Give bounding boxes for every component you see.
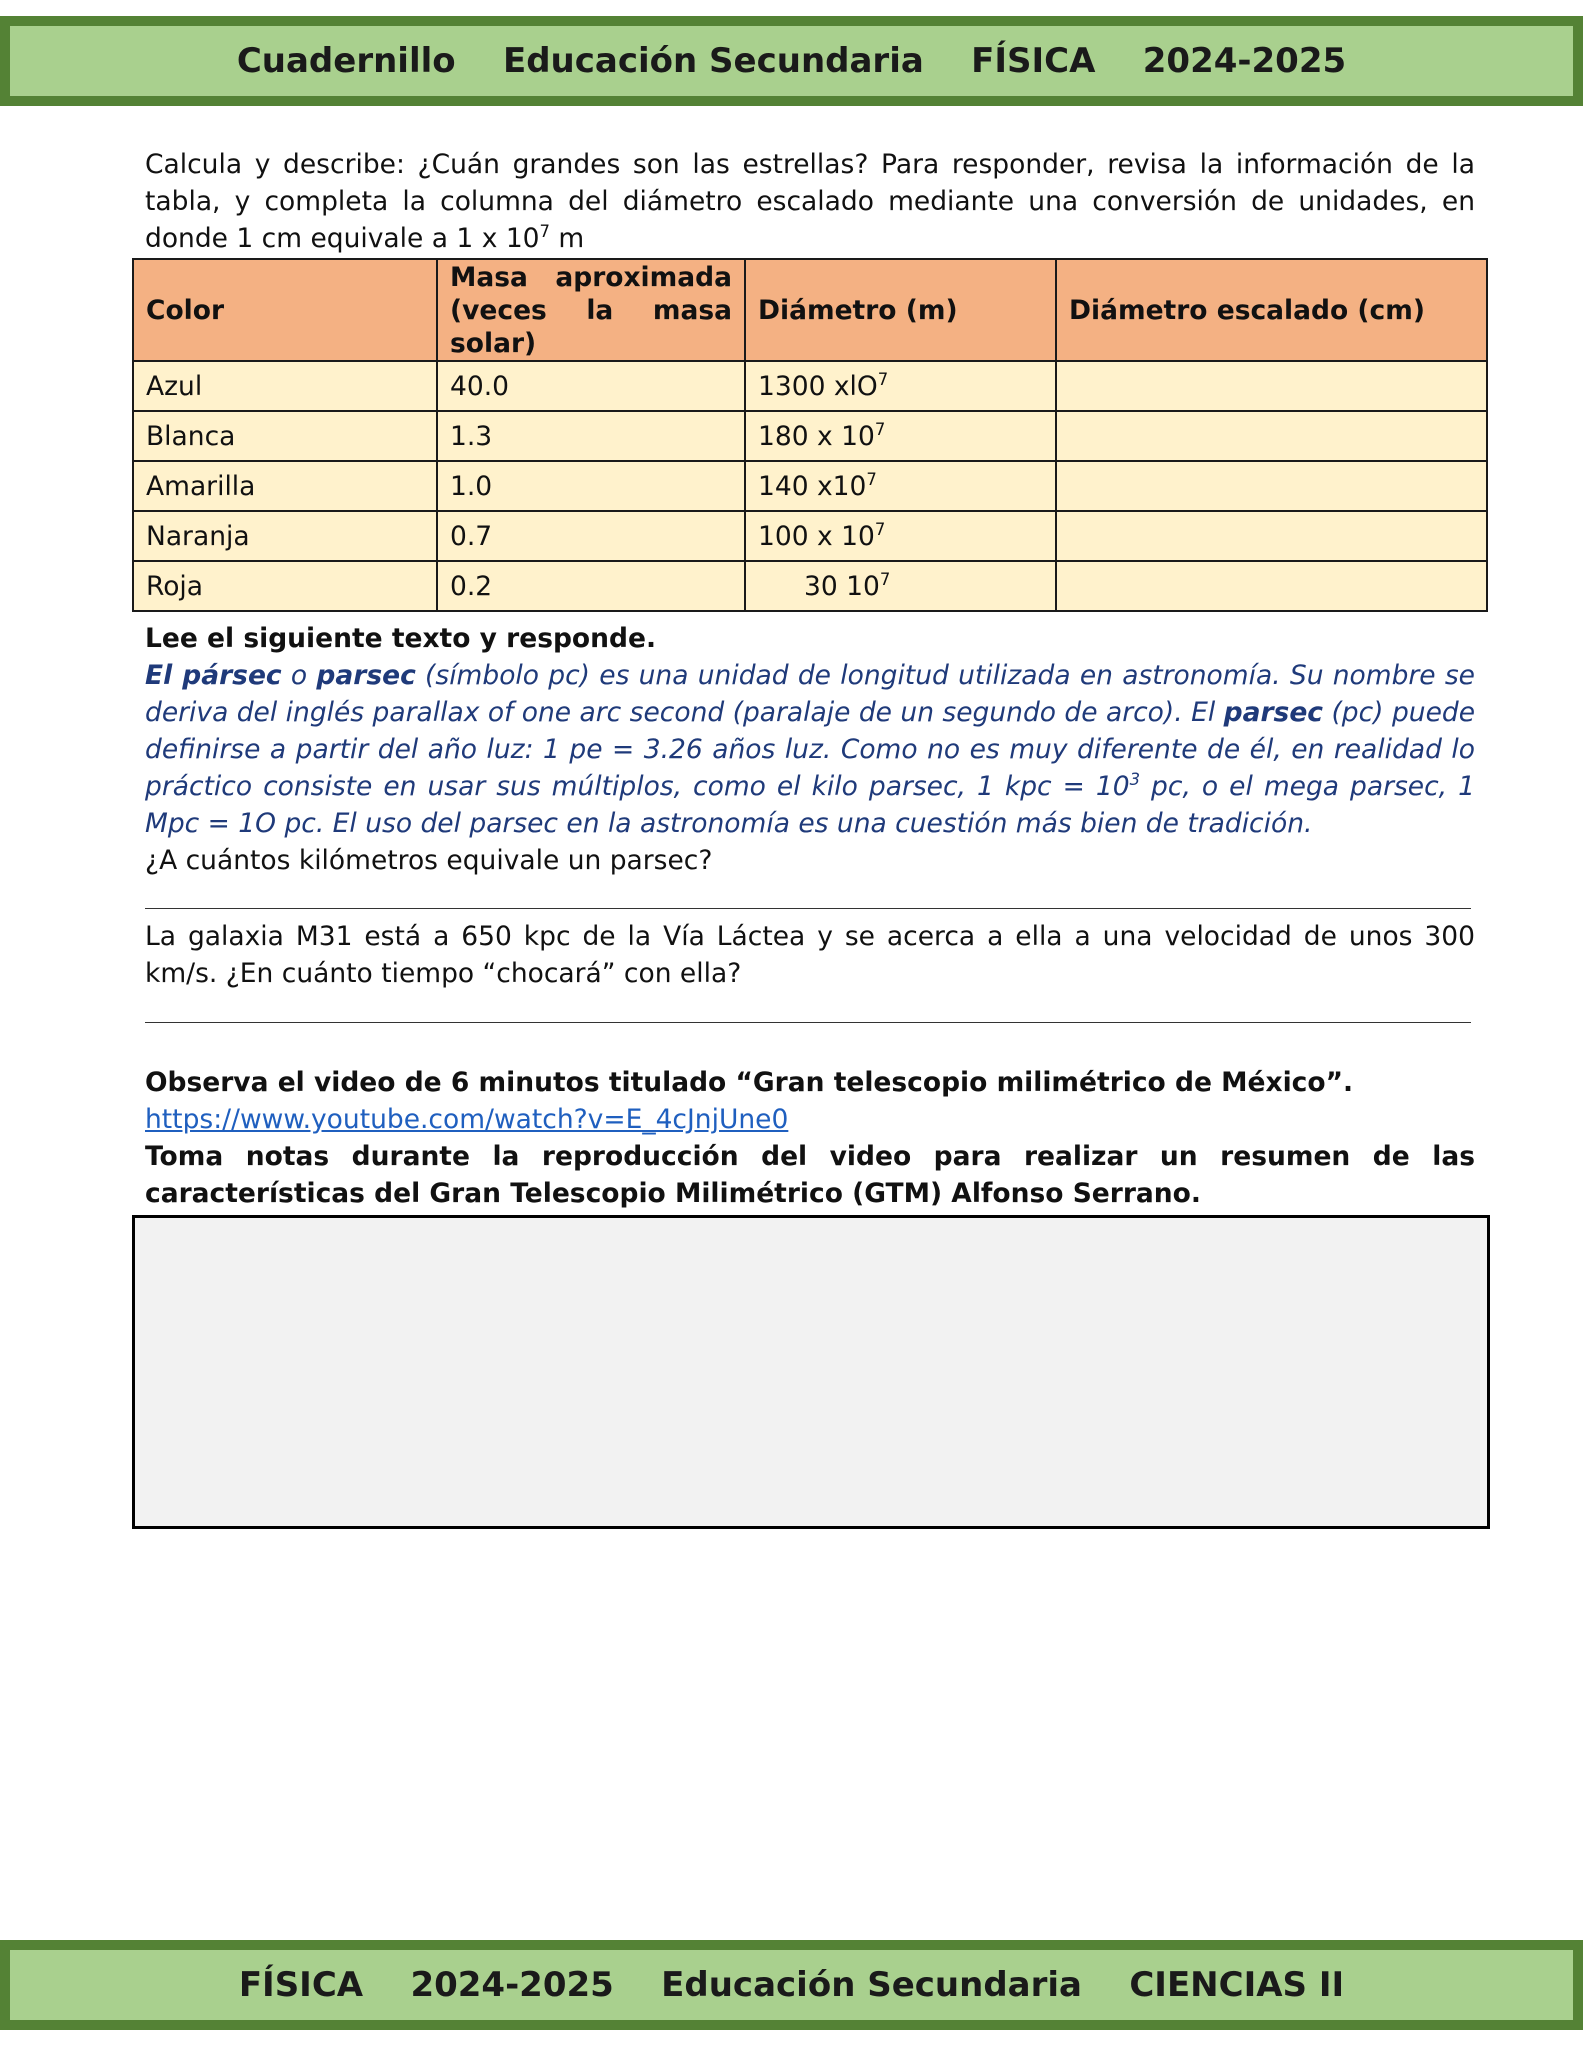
cell-scaled-input[interactable]	[1056, 411, 1487, 461]
cell-mass: 0.2	[437, 561, 745, 611]
cell-color: Naranja	[133, 511, 437, 561]
header-mass-line3: solar)	[450, 327, 537, 359]
question-2-block	[145, 918, 1475, 992]
cell-scaled-input[interactable]	[1056, 561, 1487, 611]
answer-line-2[interactable]	[145, 1022, 1471, 1023]
cell-diameter: 100 x $10^7$	[745, 511, 1056, 561]
cell-diameter: 140 $x10^7$	[745, 461, 1056, 511]
cell-mass: 40.0	[437, 361, 745, 411]
parsec-text: El pársec o parsec (símbolo pc) es una unidad de longitud utilizada en astronomía. Su nombre se deriva del inglés parallax of one arc second (paralaje de un segundo de arco). El parsec (pc) puede definirse a partir del año luz: 1 pe = 3.26 años luz. Como no es muy diferente de él, en realidad lo práctico consiste en usar sus múltiplos, como el kilo parsec, 1 kpc = $10^3$ pc, o el mega parsec, 1 Mpc = 1O pc. El uso del parsec en la astronomía es una cuestión más bien de tradición.	[145, 660, 1475, 839]
cell-diameter: 1300 xlO$^7$	[745, 361, 1056, 411]
intro-paragraph	[145, 146, 1475, 257]
cell-mass: 1.0	[437, 461, 745, 511]
intro-text: Calcula y describe: ¿Cuán grandes son las estrellas? Para responder, revisa la información de la tabla, y completa la columna del diámetro escalado mediante una conversión de unidades, en donde 1 cm equivale a 1 x 10	[145, 149, 1475, 254]
table-row	[133, 361, 1487, 411]
header-title: Cuadernillo Educación Secundaria FÍSICA 2024-2025	[236, 41, 1347, 81]
header-mass-line1: Masa aproximada	[450, 261, 732, 293]
video-section	[145, 1064, 1475, 1212]
reading-section	[145, 620, 1475, 879]
footer-banner	[0, 1940, 1583, 2030]
video-link[interactable]: https://www.youtube.com/watch?v=E_4cJnjUne0	[145, 1104, 789, 1135]
header-scaled: Diámetro escalado (cm)	[1056, 259, 1487, 361]
notes-box[interactable]	[132, 1215, 1490, 1529]
table-row	[133, 511, 1487, 561]
question-1: ¿A cuántos kilómetros equivale un parsec?	[145, 845, 713, 876]
video-instruction: Observa el video de 6 minutos titulado “Gran telescopio milimétrico de México”.	[145, 1067, 1354, 1098]
stars-table	[132, 258, 1488, 612]
header-mass	[437, 259, 745, 361]
reading-heading: Lee el siguiente texto y responde.	[145, 623, 657, 654]
cell-scaled-input[interactable]	[1056, 361, 1487, 411]
cell-color: Azul	[133, 361, 437, 411]
header-diameter: Diámetro (m)	[745, 259, 1056, 361]
intro-exponent: 7	[539, 222, 550, 242]
cell-diameter: 30 $10^7$	[745, 561, 1056, 611]
cell-mass: 0.7	[437, 511, 745, 561]
table-row	[133, 411, 1487, 461]
header-banner	[0, 16, 1583, 106]
cell-color: Roja	[133, 561, 437, 611]
video-notes-instruction: Toma notas durante la reproducción del video para realizar un resumen de las características del Gran Telescopio Milimétrico (GTM) Alfonso Serrano.	[145, 1141, 1475, 1209]
cell-mass: 1.3	[437, 411, 745, 461]
cell-scaled-input[interactable]	[1056, 461, 1487, 511]
cell-color: Blanca	[133, 411, 437, 461]
table-row	[133, 461, 1487, 511]
header-color: Color	[133, 259, 437, 361]
cell-scaled-input[interactable]	[1056, 511, 1487, 561]
footer-title: FÍSICA 2024-2025 Educación Secundaria CIENCIAS II	[238, 1965, 1345, 2005]
question-2: La galaxia M31 está a 650 kpc de la Vía Láctea y se acerca a ella a una velocidad de unos 300 km/s. ¿En cuánto tiempo “chocará” con ella?	[145, 921, 1475, 989]
answer-line-1[interactable]	[145, 908, 1471, 909]
table-header-row	[133, 259, 1487, 361]
cell-diameter: 180 x $10^7$	[745, 411, 1056, 461]
table-row	[133, 561, 1487, 611]
header-mass-line2: (veces la masa	[450, 294, 732, 326]
cell-color: Amarilla	[133, 461, 437, 511]
intro-unit: m	[550, 223, 585, 254]
